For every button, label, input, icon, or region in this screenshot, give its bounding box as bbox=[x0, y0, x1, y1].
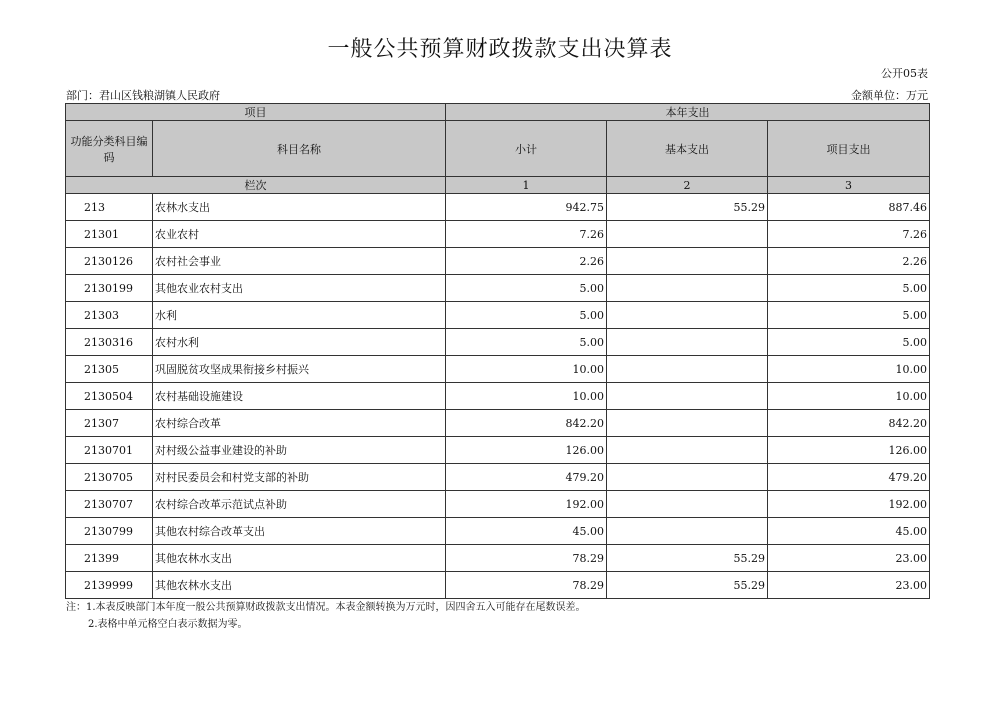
row-subtotal: 45.00 bbox=[446, 518, 607, 545]
row-subtotal: 78.29 bbox=[446, 572, 607, 599]
row-basic: 55.29 bbox=[607, 194, 768, 221]
row-project: 192.00 bbox=[768, 491, 930, 518]
row-code: 2139999 bbox=[66, 572, 153, 599]
row-subtotal: 942.75 bbox=[446, 194, 607, 221]
row-project: 23.00 bbox=[768, 545, 930, 572]
table-row bbox=[66, 221, 930, 248]
row-subtotal: 479.20 bbox=[446, 464, 607, 491]
row-basic bbox=[607, 221, 768, 248]
row-name: 农村社会事业 bbox=[153, 248, 446, 275]
row-code: 2130504 bbox=[66, 383, 153, 410]
row-code: 2130707 bbox=[66, 491, 153, 518]
row-project: 126.00 bbox=[768, 437, 930, 464]
row-subtotal: 5.00 bbox=[446, 329, 607, 356]
table-row bbox=[66, 248, 930, 275]
row-subtotal: 5.00 bbox=[446, 275, 607, 302]
row-basic bbox=[607, 329, 768, 356]
row-project: 5.00 bbox=[768, 302, 930, 329]
row-project: 10.00 bbox=[768, 356, 930, 383]
row-name: 农林水支出 bbox=[153, 194, 446, 221]
table-row bbox=[66, 410, 930, 437]
row-code: 21303 bbox=[66, 302, 153, 329]
row-name: 水利 bbox=[153, 302, 446, 329]
table-row bbox=[66, 302, 930, 329]
table-row bbox=[66, 275, 930, 302]
expense-table bbox=[65, 103, 930, 599]
header-subject-name: 科目名称 bbox=[153, 121, 446, 177]
row-name: 农村基础设施建设 bbox=[153, 383, 446, 410]
row-basic bbox=[607, 518, 768, 545]
row-project: 479.20 bbox=[768, 464, 930, 491]
row-project: 7.26 bbox=[768, 221, 930, 248]
row-subtotal: 842.20 bbox=[446, 410, 607, 437]
row-project: 45.00 bbox=[768, 518, 930, 545]
header-column-index: 栏次 bbox=[66, 177, 446, 194]
row-code: 2130316 bbox=[66, 329, 153, 356]
row-code: 21307 bbox=[66, 410, 153, 437]
row-code: 2130199 bbox=[66, 275, 153, 302]
row-subtotal: 5.00 bbox=[446, 302, 607, 329]
row-name: 其他农林水支出 bbox=[153, 545, 446, 572]
header-col-3: 3 bbox=[768, 177, 930, 194]
row-basic bbox=[607, 491, 768, 518]
row-project: 2.26 bbox=[768, 248, 930, 275]
row-subtotal: 7.26 bbox=[446, 221, 607, 248]
table-row bbox=[66, 464, 930, 491]
table-row bbox=[66, 518, 930, 545]
row-subtotal: 126.00 bbox=[446, 437, 607, 464]
row-code: 2130126 bbox=[66, 248, 153, 275]
notes bbox=[66, 599, 586, 633]
row-subtotal: 10.00 bbox=[446, 356, 607, 383]
row-basic bbox=[607, 275, 768, 302]
table-row bbox=[66, 572, 930, 599]
table-row bbox=[66, 194, 930, 221]
row-basic bbox=[607, 248, 768, 275]
table-row bbox=[66, 383, 930, 410]
table-row bbox=[66, 437, 930, 464]
unit-label: 金额单位：万元 bbox=[851, 89, 928, 102]
header-col-1: 1 bbox=[446, 177, 607, 194]
row-name: 巩固脱贫攻坚成果衔接乡村振兴 bbox=[153, 356, 446, 383]
row-code: 213 bbox=[66, 194, 153, 221]
row-basic bbox=[607, 383, 768, 410]
row-subtotal: 10.00 bbox=[446, 383, 607, 410]
row-project: 887.46 bbox=[768, 194, 930, 221]
table-row bbox=[66, 491, 930, 518]
row-code: 21301 bbox=[66, 221, 153, 248]
row-basic: 55.29 bbox=[607, 572, 768, 599]
row-code: 2130705 bbox=[66, 464, 153, 491]
row-basic bbox=[607, 302, 768, 329]
header-project: 项目 bbox=[66, 104, 446, 121]
row-name: 其他农村综合改革支出 bbox=[153, 518, 446, 545]
department-label: 部门：君山区钱粮湖镇人民政府 bbox=[66, 89, 220, 102]
header-subtotal: 小计 bbox=[446, 121, 607, 177]
row-name: 其他农业农村支出 bbox=[153, 275, 446, 302]
header-basic: 基本支出 bbox=[607, 121, 768, 177]
table-body bbox=[66, 194, 930, 599]
row-code: 2130701 bbox=[66, 437, 153, 464]
header-current-year-expense: 本年支出 bbox=[446, 104, 930, 121]
row-subtotal: 78.29 bbox=[446, 545, 607, 572]
row-basic bbox=[607, 464, 768, 491]
row-code: 21305 bbox=[66, 356, 153, 383]
row-project: 10.00 bbox=[768, 383, 930, 410]
row-code: 2130799 bbox=[66, 518, 153, 545]
row-name: 对村民委员会和村党支部的补助 bbox=[153, 464, 446, 491]
row-basic bbox=[607, 437, 768, 464]
header-project-expense: 项目支出 bbox=[768, 121, 930, 177]
row-subtotal: 2.26 bbox=[446, 248, 607, 275]
row-basic bbox=[607, 356, 768, 383]
row-name: 对村级公益事业建设的补助 bbox=[153, 437, 446, 464]
row-name: 农业农村 bbox=[153, 221, 446, 248]
row-project: 5.00 bbox=[768, 275, 930, 302]
row-code: 21399 bbox=[66, 545, 153, 572]
row-project: 23.00 bbox=[768, 572, 930, 599]
page-title: 一般公共预算财政拨款支出决算表 bbox=[327, 37, 673, 62]
row-name: 农村综合改革 bbox=[153, 410, 446, 437]
row-basic bbox=[607, 410, 768, 437]
note-2: 2.表格中单元格空白表示数据为零。 bbox=[88, 619, 248, 630]
table-row bbox=[66, 329, 930, 356]
table-row bbox=[66, 356, 930, 383]
note-1: 注：1.本表反映部门本年度一般公共预算财政拨款支出情况。本表金额转换为万元时，因四舍五入可能存在尾数误差。 bbox=[66, 602, 586, 613]
row-basic: 55.29 bbox=[607, 545, 768, 572]
table-row bbox=[66, 545, 930, 572]
row-name: 农村综合改革示范试点补助 bbox=[153, 491, 446, 518]
header-col-2: 2 bbox=[607, 177, 768, 194]
form-number: 公开05表 bbox=[881, 67, 928, 80]
row-name: 农村水利 bbox=[153, 329, 446, 356]
row-project: 842.20 bbox=[768, 410, 930, 437]
row-name: 其他农林水支出 bbox=[153, 572, 446, 599]
row-subtotal: 192.00 bbox=[446, 491, 607, 518]
row-project: 5.00 bbox=[768, 329, 930, 356]
header-func-code: 功能分类科目编码 bbox=[66, 121, 153, 177]
